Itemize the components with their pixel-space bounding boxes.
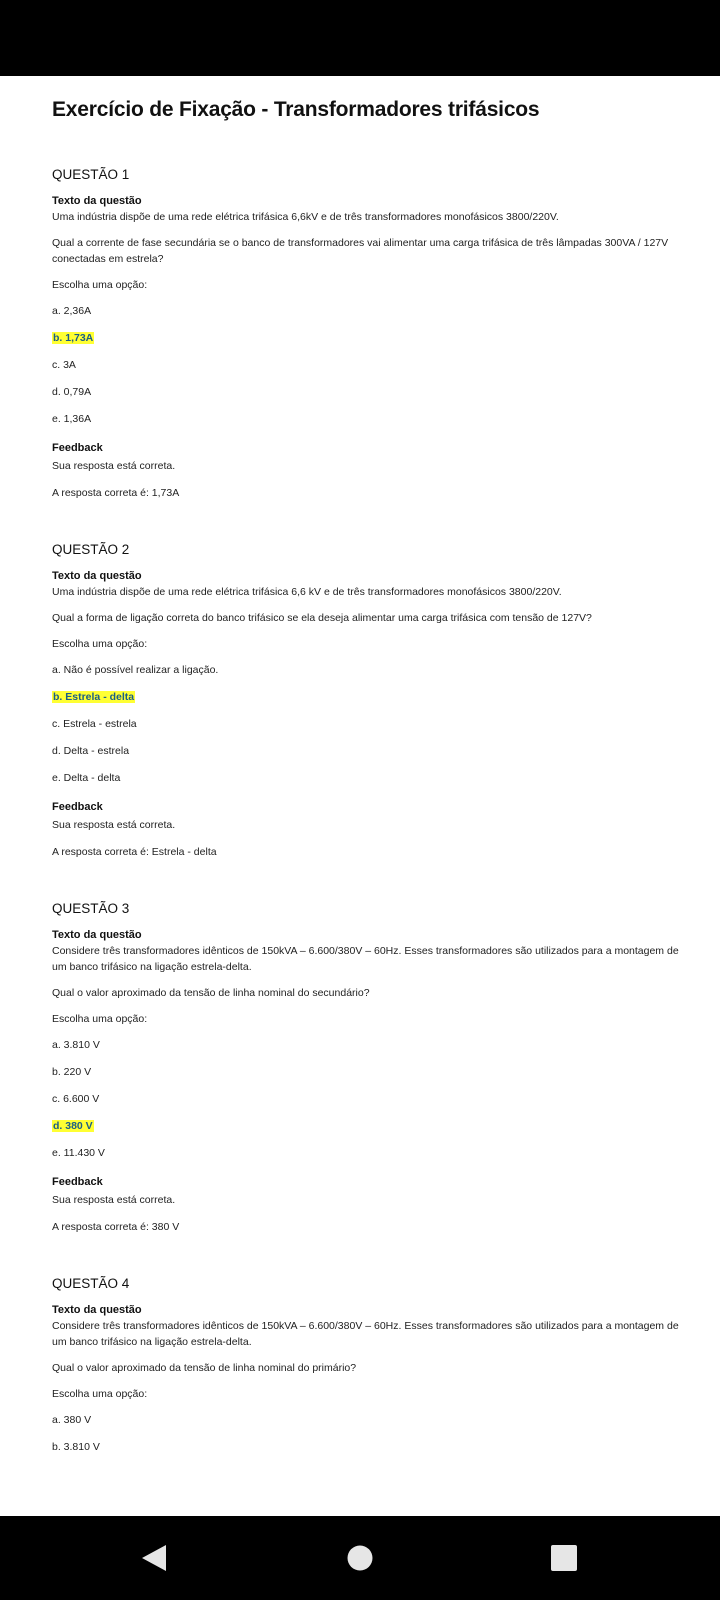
question-block	[52, 900, 682, 1235]
answer-option[interactable]	[52, 303, 682, 319]
question-text-label: Texto da questão	[52, 195, 142, 207]
feedback-label: Feedback	[52, 801, 103, 813]
selected-option[interactable]	[52, 1118, 682, 1134]
option-label: d. 0,79A	[52, 386, 92, 398]
choose-option-label: Escolha uma opção:	[52, 1013, 148, 1025]
correct-answer-text: A resposta correta é: 380 V	[52, 1221, 180, 1233]
feedback-text: Sua resposta está correta.	[52, 1194, 176, 1206]
question-prompt: Qual a corrente de fase secundária se o banco de transformadores vai alimentar uma carga trifásica de três lâmpadas 300VA / 127V conectadas em estrela?	[52, 237, 669, 265]
question-intro: Considere três transformadores idênticos de 150kVA – 6.600/380V – 60Hz. Esses transformadores são utilizados para a montagem de um banco trifásico na ligação estrela-delta.	[52, 1320, 679, 1348]
question-header: QUESTÃO 4	[52, 1276, 130, 1291]
option-label: d. Delta - estrela	[52, 745, 130, 757]
correct-answer-text: A resposta correta é: 1,73A	[52, 487, 180, 499]
correct-answer-text: A resposta correta é: Estrela - delta	[52, 846, 217, 858]
question-text-label: Texto da questão	[52, 570, 142, 582]
option-label: b. Estrela - delta	[53, 691, 135, 703]
question-header: QUESTÃO 2	[52, 542, 130, 557]
option-label: a. 2,36A	[52, 305, 92, 317]
options-list	[52, 662, 682, 786]
page-title: Exercício de Fixação - Transformadores trifásicos	[52, 98, 540, 121]
question-prompt: Qual o valor aproximado da tensão de linha nominal do primário?	[52, 1362, 357, 1374]
question-text-label: Texto da questão	[52, 929, 142, 941]
answer-option[interactable]	[52, 384, 682, 400]
status-bar	[0, 0, 720, 76]
answer-option[interactable]	[52, 770, 682, 786]
answer-option[interactable]	[52, 1439, 682, 1455]
choose-option-label: Escolha uma opção:	[52, 1388, 148, 1400]
answer-option[interactable]	[52, 743, 682, 759]
answer-option[interactable]	[52, 1064, 682, 1080]
home-circle-icon	[346, 1544, 374, 1572]
option-label: d. 380 V	[53, 1120, 93, 1132]
option-label: c. Estrela - estrela	[52, 718, 137, 730]
navigation-bar	[0, 1516, 720, 1600]
answer-option[interactable]	[52, 411, 682, 427]
recent-square-icon	[550, 1544, 578, 1572]
option-label: e. 11.430 V	[52, 1147, 105, 1159]
quiz-content	[52, 76, 682, 1516]
option-label: a. Não é possível realizar a ligação.	[52, 664, 219, 676]
questions-list	[52, 166, 682, 1455]
answer-option[interactable]	[52, 716, 682, 732]
option-label: b. 220 V	[52, 1066, 92, 1078]
answer-option[interactable]	[52, 1412, 682, 1428]
question-block	[52, 1275, 682, 1455]
answer-option[interactable]	[52, 1091, 682, 1107]
options-list	[52, 1037, 682, 1161]
selected-option[interactable]	[52, 330, 682, 346]
feedback-label: Feedback	[52, 442, 103, 454]
question-intro: Uma indústria dispõe de uma rede elétrica trifásica 6,6kV e de três transformadores monofásicos 3800/220V.	[52, 211, 559, 223]
question-prompt: Qual o valor aproximado da tensão de linha nominal do secundário?	[52, 987, 370, 999]
option-label: e. Delta - delta	[52, 772, 121, 784]
options-list	[52, 303, 682, 427]
option-label: b. 3.810 V	[52, 1441, 100, 1453]
option-label: a. 3.810 V	[52, 1039, 100, 1051]
home-button[interactable]	[344, 1542, 376, 1574]
option-label: c. 3A	[52, 359, 76, 371]
question-block	[52, 541, 682, 860]
answer-option[interactable]	[52, 662, 682, 678]
question-header: QUESTÃO 1	[52, 167, 130, 182]
answer-option[interactable]	[52, 1037, 682, 1053]
answer-option[interactable]	[52, 357, 682, 373]
option-label: c. 6.600 V	[52, 1093, 100, 1105]
option-label: b. 1,73A	[53, 332, 94, 344]
question-text-label: Texto da questão	[52, 1304, 142, 1316]
answer-option[interactable]	[52, 1145, 682, 1161]
options-list	[52, 1412, 682, 1455]
recent-apps-button[interactable]	[548, 1542, 580, 1574]
option-label: e. 1,36A	[52, 413, 92, 425]
selected-option[interactable]	[52, 689, 682, 705]
question-intro: Considere três transformadores idênticos de 150kVA – 6.600/380V – 60Hz. Esses transformadores são utilizados para a montagem de um banco trifásico na ligação estrela-delta.	[52, 945, 679, 973]
question-header: QUESTÃO 3	[52, 901, 130, 916]
back-triangle-icon	[140, 1542, 168, 1574]
option-label: a. 380 V	[52, 1414, 92, 1426]
question-intro: Uma indústria dispõe de uma rede elétrica trifásica 6,6 kV e de três transformadores monofásicos 3800/220V.	[52, 586, 562, 598]
feedback-label: Feedback	[52, 1176, 103, 1188]
choose-option-label: Escolha uma opção:	[52, 638, 148, 650]
question-prompt: Qual a forma de ligação correta do banco trifásico se ela deseja alimentar uma carga trifásica com tensão de 127V?	[52, 612, 592, 624]
feedback-text: Sua resposta está correta.	[52, 460, 176, 472]
feedback-text: Sua resposta está correta.	[52, 819, 176, 831]
back-button[interactable]	[138, 1542, 170, 1574]
choose-option-label: Escolha uma opção:	[52, 279, 148, 291]
question-block	[52, 166, 682, 501]
